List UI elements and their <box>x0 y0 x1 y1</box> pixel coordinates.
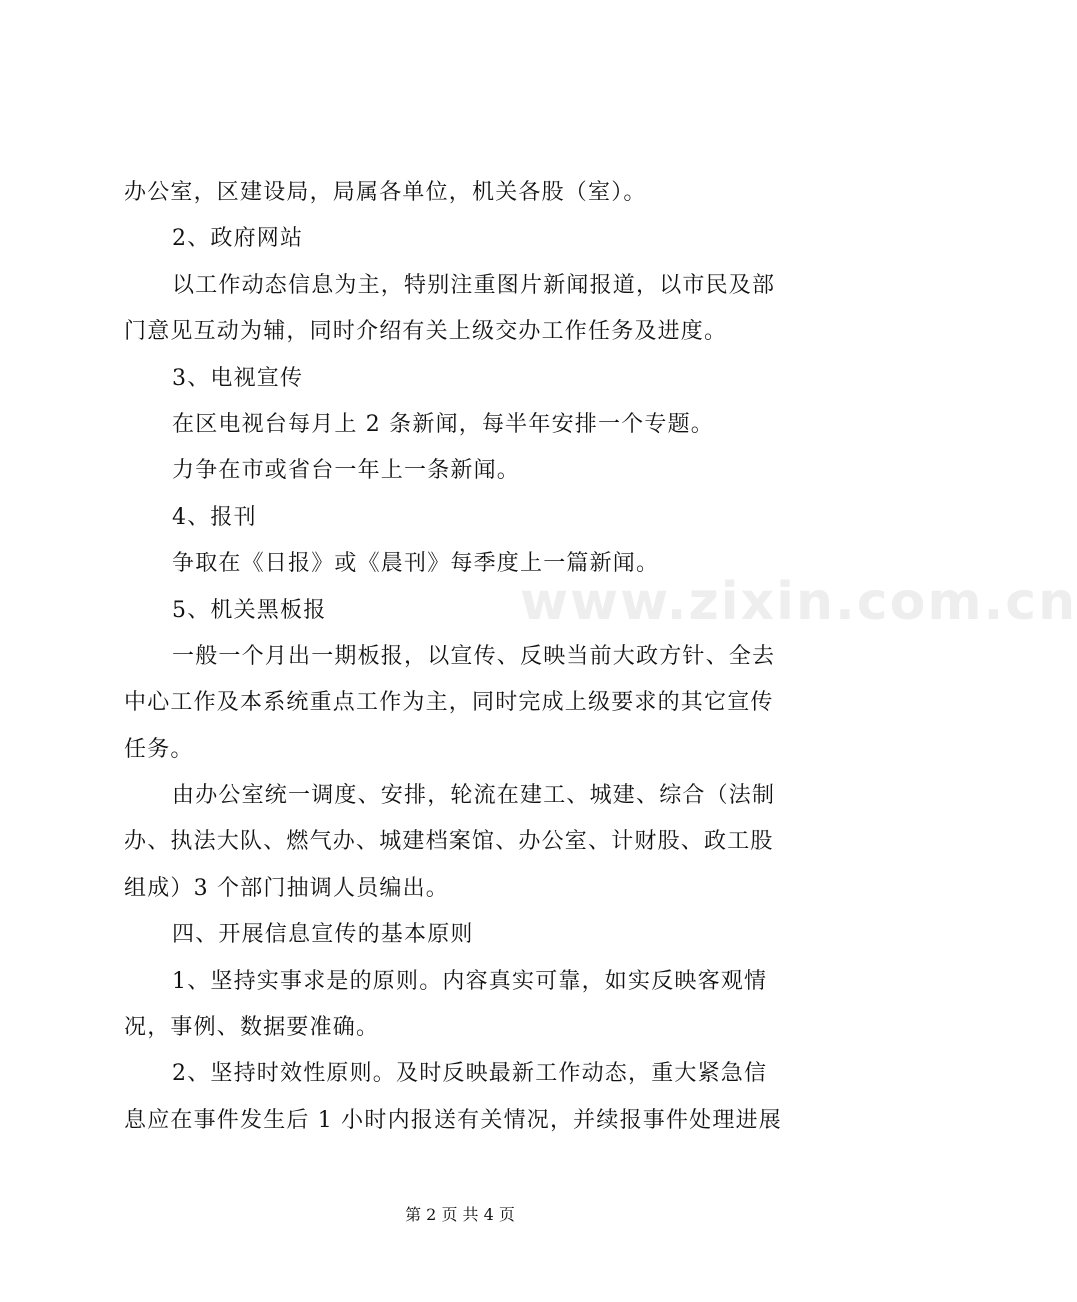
text-line: 四、开展信息宣传的基本原则 <box>172 922 474 948</box>
text-line: 2、政府网站 <box>172 226 304 252</box>
text-line: 一般一个月出一期板报，以宣传、反映当前大政方针、全去 <box>172 643 776 669</box>
page-footer: 第 2 页 共 4 页 <box>405 1205 515 1224</box>
text-line: 办公室，区建设局，局属各单位，机关各股（室）。 <box>124 180 647 205</box>
watermark: www.zixin.com.cn <box>520 572 1077 632</box>
text-line: 况，事例、数据要准确。 <box>124 1015 380 1041</box>
text-line: 3、电视宣传 <box>172 365 304 391</box>
text-line: 4、报刊 <box>172 504 257 530</box>
text-line: 中心工作及本系统重点工作为主，同时完成上级要求的其它宣传 <box>124 690 774 716</box>
text-line: 1、坚持实事求是的原则。内容真实可靠，如实反映客观情 <box>172 968 768 994</box>
text-line: 息应在事件发生后 1 小时内报送有关情况，并续报事件处理进展 <box>124 1107 782 1133</box>
text-line: 争取在《日报》或《晨刊》每季度上一篇新闻。 <box>172 551 660 577</box>
document-body <box>124 170 808 1144</box>
text-line: 在区电视台每月上 2 条新闻，每半年安排一个专题。 <box>172 411 714 437</box>
text-line: 组成）3 个部门抽调人员编出。 <box>124 875 449 901</box>
text-line: 办、执法大队、燃气办、城建档案馆、办公室、计财股、政工股 <box>124 829 774 855</box>
text-line: 任务。 <box>124 736 194 762</box>
text-line: 力争在市或省台一年上一条新闻。 <box>172 458 521 484</box>
text-line: 门意见互动为辅，同时介绍有关上级交办工作任务及进度。 <box>124 319 728 345</box>
text-line: 5、机关黑板报 <box>172 597 327 623</box>
text-line: 2、坚持时效性原则。及时反映最新工作动态，重大紧急信 <box>172 1061 768 1087</box>
text-line: 以工作动态信息为主，特别注重图片新闻报道，以市民及部 <box>172 272 776 298</box>
text-line: 由办公室统一调度、安排，轮流在建工、城建、综合（法制 <box>172 783 776 809</box>
